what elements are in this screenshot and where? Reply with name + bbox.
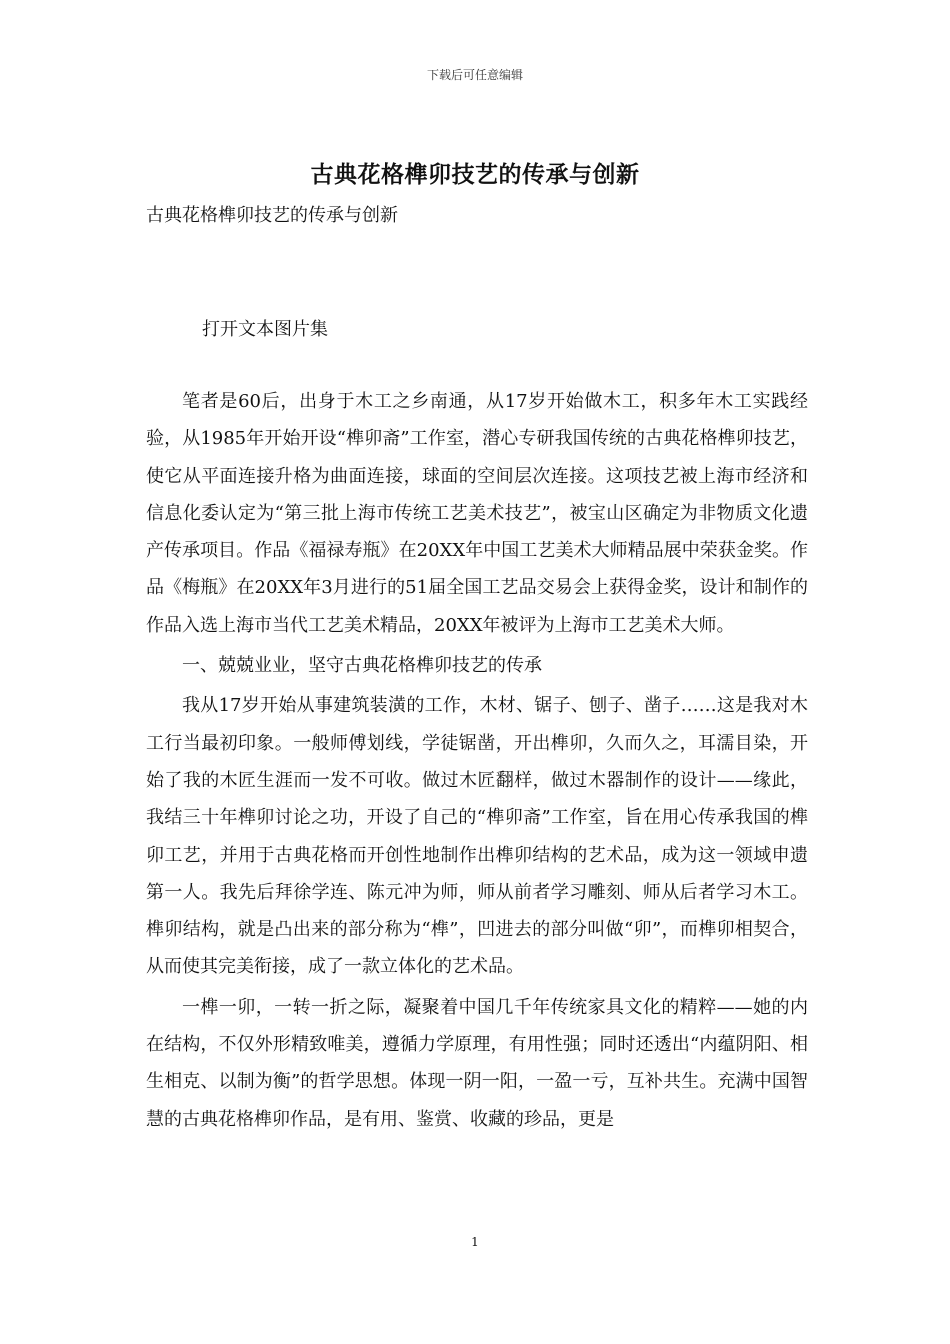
page-number: 1 [471, 1235, 479, 1249]
section-heading: 一、兢兢业业，坚守古典花格榫卯技艺的传承 [182, 655, 542, 677]
document-title: 古典花格榫卯技艺的传承与创新 [310, 161, 640, 188]
paragraph-apprenticeship: 我从17岁开始从事建筑装潢的工作，木材、锯子、刨子、凿子……这是我对木工行当最初印象。一般师傅划线，学徒锯凿，开出榫卯，久而久之，耳濡目染，开始了我的木匠生涯而一发不可收。做过木匠翻样，做过木器制作的设计——缘此，我结三十年榫卯讨论之功，开设了自己的“榫卯斋”工作室，旨在用心传承我国的榫卯工艺，并用于古典花格而开创性地制作出榫卯结构的艺术品，成为这一领域申遗第一人。我先后拜徐学连、陈元冲为师，师从前者学习雕刻、师从后者学习木工。榫卯结构，就是凸出来的部分称为“榫”，凹进去的部分叫做“卯”，而榫卯相契合，从而使其完美衔接，成了一款立体化的艺术品。 [146, 695, 808, 978]
paragraph-philosophy: 一榫一卯，一转一折之际，凝聚着中国几千年传统家具文化的精粹——她的内在结构，不仅外形精致唯美，遵循力学原理，有用性强；同时还透出“内蕴阴阳、相生相克、以制为衡”的哲学思想。体现一阴一阳，一盈一亏，互补共生。充满中国智慧的古典花格榫卯作品，是有用、鉴赏、收藏的珍品，更是 [146, 996, 808, 1130]
document-subtitle: 古典花格榫卯技艺的传承与创新 [146, 205, 398, 226]
header-note: 下载后可任意编辑 [426, 68, 523, 82]
paragraph-intro: 笔者是60后，出身于木工之乡南通，从17岁开始做木工，积多年木工实践经验，从1985年开始开设“榫卯斋”工作室，潜心专研我国传统的古典花格榫卯技艺，使它从平面连接升格为曲面连接，球面的空间层次连接。这项技艺被上海市经济和信息化委认定为“第三批上海市传统工艺美术技艺”，被宝山区确定为非物质文化遗产传承项目。作品《福禄寿瓶》在20XX年中国工艺美术大师精品展中荣获金奖。作品《梅瓶》在20XX年3月进行的51届全国工艺品交易会上获得金奖，设计和制作的作品入选上海市当代工艺美术精品，20XX年被评为上海市工艺美术大师。 [146, 391, 808, 636]
open-image-gallery-link[interactable]: 打开文本图片集 [202, 319, 328, 340]
document-body [146, 383, 808, 1141]
